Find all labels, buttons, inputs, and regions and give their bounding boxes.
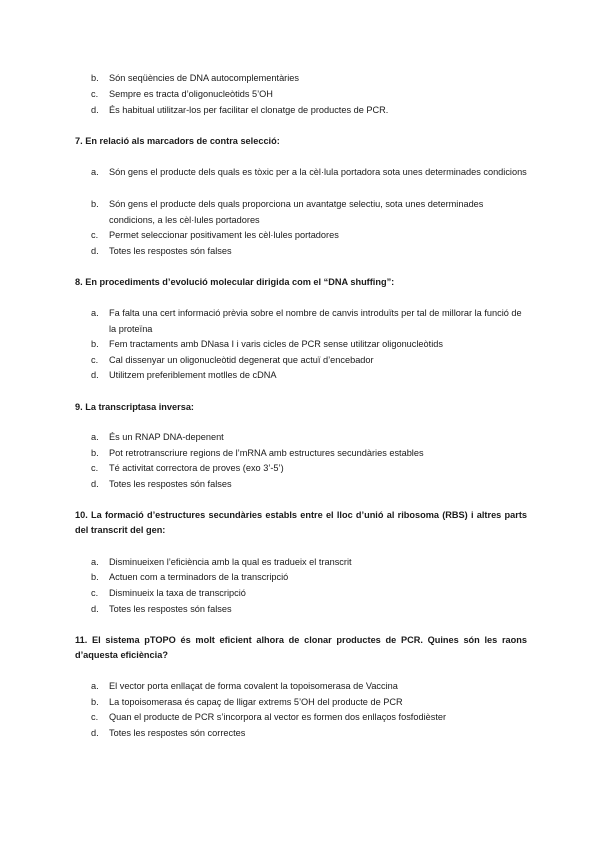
option-letter: c. [91,463,99,473]
q10-option-b [91,570,527,586]
option-text: Fa falta una cert informació prèvia sobre el nombre de canvis introduïts per tal de millorar la funció de la proteïna [109,308,522,334]
option-text: Totes les respostes són falses [109,246,232,256]
option-letter: c. [91,712,99,722]
q9-option-d [91,477,527,493]
q11-option-c [91,710,527,726]
q9-option-a [91,430,527,446]
option-letter: c. [91,230,99,240]
q10-option-a [91,555,527,571]
option-text: Són gens el producte dels quals es tòxic per a la cèl·lula portadora sota unes determinades condicions [109,167,527,177]
question-8-title: 8. En procediments d’evolució molecular dirigida com el “DNA shuffing”: [75,277,395,287]
option-letter: d. [91,246,99,256]
q11-option-b [91,695,527,711]
option-text: És habitual utilitzar-los per facilitar el clonatge de productes de PCR. [109,105,389,115]
option-b [91,71,527,87]
q8-option-d [91,368,527,384]
question-11-title: 11. El sistema pTOPO és molt eficient alhora de clonar productes de PCR. Quines són les raons d’aquesta eficiència? [75,635,527,660]
option-text: Són seqüències de DNA autocomplementàries [109,73,299,83]
option-letter: b. [91,339,99,349]
option-text: Disminueix la taxa de transcripció [109,588,246,598]
q10-option-c [91,586,527,602]
option-letter: d. [91,479,99,489]
option-letter: a. [91,557,99,567]
option-letter: c. [91,355,99,365]
option-letter: b. [91,448,99,458]
q8-option-c [91,353,527,369]
option-text: Totes les respostes són falses [109,479,232,489]
option-letter: a. [91,167,99,177]
question-10-title: 10. La formació d’estructures secundàries establs entre el lloc d’unió al ribosoma (RBS) i altres parts del transcrit del gen: [75,510,527,535]
option-letter: d. [91,370,99,380]
option-letter: d. [91,604,99,614]
q9-option-c [91,461,527,477]
option-text: La topoisomerasa és capaç de lligar extrems 5’OH del producte de PCR [109,697,403,707]
option-text: Quan el producte de PCR s’incorpora al vector es formen dos enllaços fosfodièster [109,712,447,722]
question-9-title: 9. La transcriptasa inversa: [75,402,194,412]
option-text: El vector porta enllaçat de forma covalent la topoisomerasa de Vaccina [109,681,398,691]
option-letter: d. [91,728,99,738]
option-text: Fem tractaments amb DNasa I i varis cicles de PCR sense utilitzar oligonucleòtids [109,339,443,349]
q7-option-a [91,165,527,181]
option-letter: a. [91,681,99,691]
option-text: Utilitzem preferiblement motlles de cDNA [109,370,277,380]
option-text: Permet seleccionar positivament les cèl·lules portadores [109,230,339,240]
option-letter: a. [91,432,99,442]
option-letter: b. [91,199,99,209]
q9-option-b [91,446,527,462]
option-letter: b. [91,73,99,83]
option-text: Totes les respostes són falses [109,604,232,614]
option-letter: c. [91,588,99,598]
q11-option-d [91,726,527,742]
option-letter: b. [91,697,99,707]
q7-option-b [91,197,527,228]
option-text: Totes les respostes són correctes [109,728,246,738]
q7-option-d [91,244,527,260]
q7-option-c [91,228,527,244]
option-letter: c. [91,89,99,99]
option-text: Disminueixen l’eficiència amb la qual es tradueix el transcrit [109,557,352,567]
option-text: Actuen com a terminadors de la transcripció [109,572,289,582]
option-d [91,103,527,119]
option-text: Sempre es tracta d’oligonucleòtids 5’OH [109,89,273,99]
option-letter: a. [91,308,99,318]
option-text: Són gens el producte dels quals proporciona un avantatge selectiu, sota unes determinades condicions, a les cèl·lules portadores [109,199,484,225]
option-text: Cal dissenyar un oligonucleòtid degenerat que actuï d’encebador [109,355,374,365]
q11-option-a [91,679,527,695]
option-text: És un RNAP DNA-depenent [109,432,224,442]
option-text: Pot retrotranscriure regions de l’mRNA amb estructures secundàries estables [109,448,424,458]
q8-option-a [91,306,527,337]
option-text: Té activitat correctora de proves (exo 3’-5’) [109,463,284,473]
q8-option-b [91,337,527,353]
option-c [91,87,527,103]
option-letter: d. [91,105,99,115]
q10-option-d [91,602,527,618]
option-letter: b. [91,572,99,582]
question-7-title: 7. En relació als marcadors de contra selecció: [75,136,280,146]
